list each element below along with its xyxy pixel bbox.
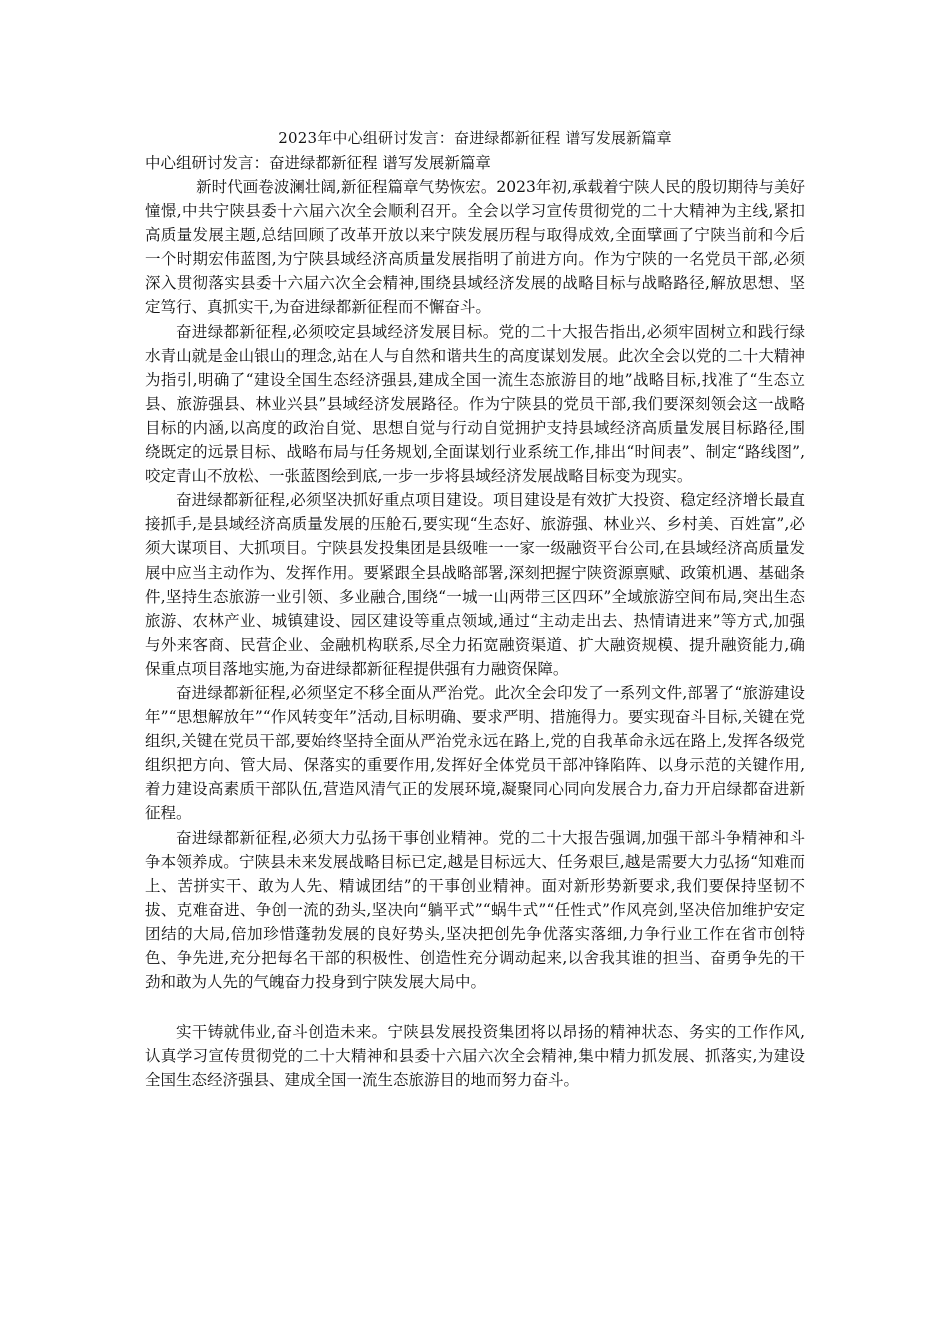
paragraph-key-projects: 奋进绿都新征程,必须坚决抓好重点项目建设。项目建设是有效扩大投资、稳定经济增长最直接抓手,是县域经济高质量发展的压舱石,要实现“生态好、旅游强、林业兴、乡村美、百姓富”,必须大谋项目、大抓项目。宁陕县发投集团是县级唯一一家一级融资平台公司,在县域经济高质量发展中应当主动作为、发挥作用。要紧跟全县战略部署,深刻把握宁陕资源禀赋、政策机遇、基础条件,坚持生态旅游一业引领、多业融合,围绕“一城一山两带三区四环”全域旅游空间布局,突出生态旅游、农林产业、城镇建设、园区建设等重点领域,通过“主动走出去、热情请进来”等方式,加强与外来客商、民营企业、金融机构联系,尽全力拓宽融资渠道、扩大融资规模、提升融资能力,确保重点项目落地实施,为奋进绿都新征程提供强有力融资保障。 — [145, 491, 805, 678]
document-title: 2023年中心组研讨发言：奋进绿都新征程 谱写发展新篇章 — [278, 129, 672, 147]
paragraph-entrepreneurial-spirit: 奋进绿都新征程,必须大力弘扬干事创业精神。党的二十大报告强调,加强干部斗争精神和斗争本领养成。宁陕县未来发展战略目标已定,越是目标远大、任务艰巨,越是需要大力弘扬“知难而上、苦拼实干、敢为人先、精诚团结”的干事创业精神。面对新形势新要求,我们要保持坚韧不拔、克难奋进、争创一流的劲头,坚决向“躺平式”“蜗牛式”“任性式”作风亮剑,坚决倍加维护安定团结的大局,倍加珍惜蓬勃发展的良好势头,坚决把创先争优落实落细,力争行业工作在省市创特色、争先进,充分把每名干部的积极性、创造性充分调动起来,以舍我其谁的担当、奋勇争先的干劲和敢为人先的气魄奋力投身到宁陕发展大局中。 — [145, 828, 805, 992]
paragraph-intro: 新时代画卷波澜壮阔,新征程篇章气势恢宏。2023年初,承载着宁陕人民的殷切期待与美好憧憬,中共宁陕县委十六届六次全会顺利召开。全会以学习宣传贯彻党的二十大精神为主线,紧扣高质量发展主题,总结回顾了改革开放以来宁陕发展历程与取得成效,全面擘画了宁陕当前和今后一个时期宏伟蓝图,为宁陕县域经济高质量发展指明了前进方向。作为宁陕的一名党员干部,必须深入贯彻落实县委十六届六次全会精神,围绕县域经济发展的战略目标与战略路径,解放思想、坚定笃行、真抓实干,为奋进绿都新征程而不懈奋斗。 — [145, 178, 805, 317]
paragraph-development-goal: 奋进绿都新征程,必须咬定县域经济发展目标。党的二十大报告指出,必须牢固树立和践行绿水青山就是金山银山的理念,站在人与自然和谐共生的高度谋划发展。此次全会以党的二十大精神为指引,明确了“建设全国生态经济强县,建成全国一流生态旅游目的地”战略目标,找准了“生态立县、旅游强县、林业兴县”县域经济发展路径。作为宁陕县的党员干部,我们要深刻领会这一战略目标的内涵,以高度的政治自觉、思想自觉与行动自觉拥护支持县域经济高质量发展目标路径,围绕既定的远景目标、战略布局与任务规划,全面谋划行业系统工作,排出“时间表”、制定“路线图”,咬定青山不放松、一张蓝图绘到底,一步一步将县域经济发展战略目标变为现实。 — [145, 322, 805, 486]
document-body — [145, 175, 805, 1092]
paragraph-party-discipline: 奋进绿都新征程,必须坚定不移全面从严治党。此次全会印发了一系列文件,部署了“旅游建设年”“思想解放年”“作风转变年”活动,目标明确、要求严明、措施得力。要实现奋斗目标,关键在党组织,关键在党员干部,要始终坚持全面从严治党永远在路上,党的自我革命永远在路上,发挥各级党组织把方向、管大局、保落实的重要作用,发挥好全体党员干部冲锋陷阵、以身示范的关键作用,着力建设高素质干部队伍,营造风清气正的发展环境,凝聚同心同向发展合力,奋力开启绿都奋进新征程。 — [145, 683, 805, 823]
document-subtitle: 中心组研讨发言：奋进绿都新征程 谱写发展新篇章 — [145, 154, 491, 172]
paragraph-conclusion: 实干铸就伟业,奋斗创造未来。宁陕县发展投资集团将以昂扬的精神状态、务实的工作作风,认真学习宣传贯彻党的二十大精神和县委十六届六次全会精神,集中精力抓发展、抓落实,为建设全国生态经济强县、建成全国一流生态旅游目的地而努力奋斗。 — [145, 1023, 805, 1090]
